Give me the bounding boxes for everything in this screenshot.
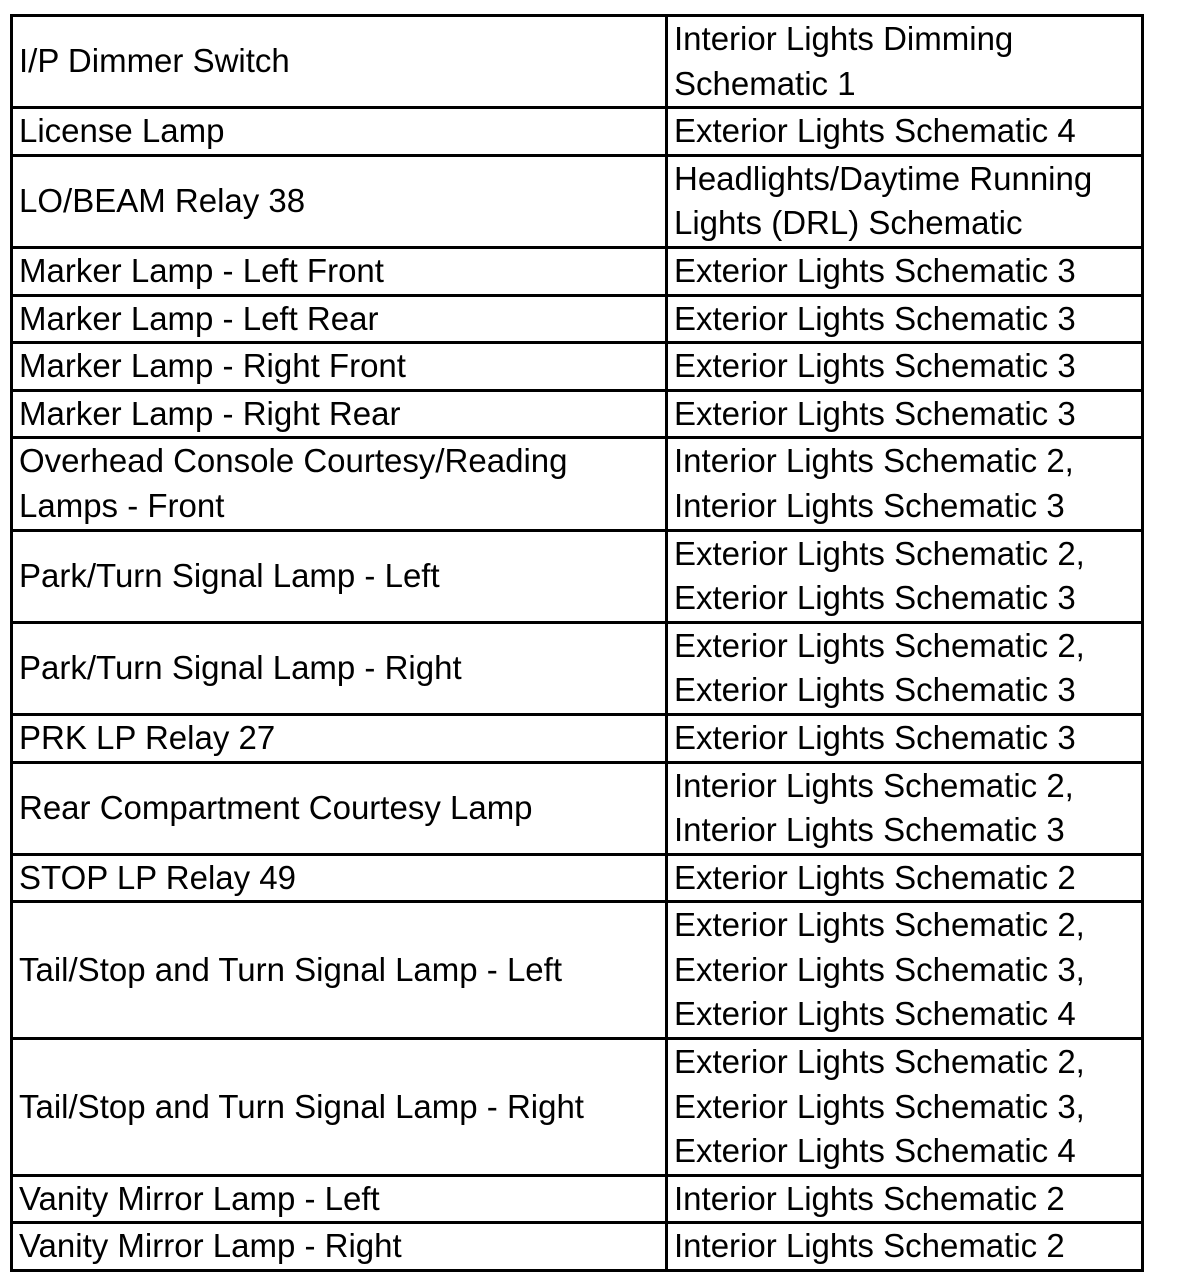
component-cell (12, 16, 667, 108)
component-name: Park/Turn Signal Lamp - Right (19, 649, 462, 687)
component-name: Marker Lamp - Left Rear (19, 299, 379, 337)
component-name: Vanity Mirror Lamp - Right (19, 1227, 402, 1265)
component-cell (12, 762, 667, 854)
schematic-reference: Exterior Lights Schematic 3 (674, 347, 1076, 385)
schematic-cell (667, 343, 1143, 391)
schematic-cell (667, 902, 1143, 1039)
table-row (12, 247, 1143, 295)
schematic-cell (667, 622, 1143, 714)
schematic-reference: Lights (DRL) Schematic (674, 204, 1023, 242)
table-row (12, 295, 1143, 343)
component-name: Marker Lamp - Left Front (19, 251, 384, 289)
schematic-cell (667, 1223, 1143, 1271)
table-row (12, 390, 1143, 438)
schematic-cell (667, 1175, 1143, 1223)
table-row (12, 108, 1143, 156)
component-name: Marker Lamp - Right Front (19, 347, 406, 385)
component-cell (12, 390, 667, 438)
schematic-reference: Interior Lights Dimming (674, 20, 1014, 57)
table-row (12, 714, 1143, 762)
table-row (12, 1175, 1143, 1223)
schematic-reference: Interior Lights Schematic 2, (674, 766, 1074, 804)
schematic-reference: Interior Lights Schematic 3 (674, 486, 1065, 524)
schematic-reference: Exterior Lights Schematic 2, (674, 534, 1085, 572)
schematic-cell (667, 854, 1143, 902)
component-cell (12, 1039, 667, 1176)
schematic-reference: Exterior Lights Schematic 4 (674, 995, 1076, 1033)
component-cell (12, 854, 667, 902)
schematic-cell (667, 295, 1143, 343)
component-name: Lamps - Front (19, 486, 225, 524)
table-row (12, 438, 1143, 530)
component-cell (12, 530, 667, 622)
schematic-cell (667, 1039, 1143, 1176)
component-name: Vanity Mirror Lamp - Left (19, 1179, 380, 1217)
schematic-reference: Interior Lights Schematic 2, (674, 442, 1074, 480)
schematic-reference: Exterior Lights Schematic 4 (674, 112, 1076, 150)
component-name: License Lamp (19, 112, 225, 150)
table-row (12, 530, 1143, 622)
schematic-cell (667, 16, 1143, 108)
component-name: PRK LP Relay 27 (19, 718, 276, 756)
schematic-cell (667, 247, 1143, 295)
component-cell (12, 902, 667, 1039)
component-cell (12, 247, 667, 295)
schematic-reference: Headlights/Daytime Running (674, 159, 1093, 197)
schematic-reference: Exterior Lights Schematic 2 (674, 858, 1076, 896)
component-name: Tail/Stop and Turn Signal Lamp - Right (19, 1087, 584, 1125)
component-cell (12, 622, 667, 714)
schematic-cell (667, 155, 1143, 247)
component-cell (12, 108, 667, 156)
component-cell (12, 1175, 667, 1223)
schematic-reference: Exterior Lights Schematic 2, (674, 626, 1085, 664)
schematic-cell (667, 762, 1143, 854)
component-name: LO/BEAM Relay 38 (19, 182, 306, 220)
schematic-reference: Exterior Lights Schematic 3 (674, 718, 1076, 756)
schematic-reference: Exterior Lights Schematic 3, (674, 950, 1085, 988)
schematic-reference: Exterior Lights Schematic 2, (674, 906, 1085, 944)
component-name: I/P Dimmer Switch (19, 42, 290, 80)
component-cell (12, 343, 667, 391)
schematic-reference: Exterior Lights Schematic 3 (674, 394, 1076, 432)
schematic-reference: Exterior Lights Schematic 2, (674, 1043, 1085, 1081)
schematic-reference: Interior Lights Schematic 2 (674, 1227, 1065, 1265)
schematic-cell (667, 714, 1143, 762)
component-cell (12, 1223, 667, 1271)
component-name: Park/Turn Signal Lamp - Left (19, 556, 440, 594)
schematic-reference: Interior Lights Schematic 3 (674, 811, 1065, 849)
table-row (12, 1039, 1143, 1176)
component-name: STOP LP Relay 49 (19, 858, 297, 896)
component-cell (12, 438, 667, 530)
schematic-reference: Exterior Lights Schematic 3 (674, 299, 1076, 337)
schematic-reference: Exterior Lights Schematic 3 (674, 671, 1076, 709)
schematic-reference: Interior Lights Schematic 2 (674, 1179, 1065, 1217)
schematic-cell (667, 108, 1143, 156)
component-name: Rear Compartment Courtesy Lamp (19, 788, 533, 826)
table-body (12, 16, 1143, 1271)
schematic-cell (667, 530, 1143, 622)
schematic-reference: Exterior Lights Schematic 3 (674, 579, 1076, 617)
table-row (12, 16, 1143, 108)
schematic-reference: Schematic 1 (674, 64, 856, 102)
component-name: Marker Lamp - Right Rear (19, 394, 401, 432)
schematic-reference: Exterior Lights Schematic 4 (674, 1132, 1076, 1170)
component-cell (12, 295, 667, 343)
schematic-reference: Exterior Lights Schematic 3, (674, 1087, 1085, 1125)
table-row (12, 155, 1143, 247)
schematic-cell (667, 390, 1143, 438)
component-cell (12, 714, 667, 762)
schematic-cell (667, 438, 1143, 530)
component-name: Tail/Stop and Turn Signal Lamp - Left (19, 950, 562, 988)
component-cell (12, 155, 667, 247)
table-row (12, 854, 1143, 902)
component-schematic-table (10, 14, 1144, 1272)
table-row (12, 762, 1143, 854)
table-row (12, 622, 1143, 714)
schematic-reference: Exterior Lights Schematic 3 (674, 251, 1076, 289)
component-name: Overhead Console Courtesy/Reading (19, 442, 568, 480)
table-row (12, 902, 1143, 1039)
table-row (12, 1223, 1143, 1271)
table-row (12, 343, 1143, 391)
